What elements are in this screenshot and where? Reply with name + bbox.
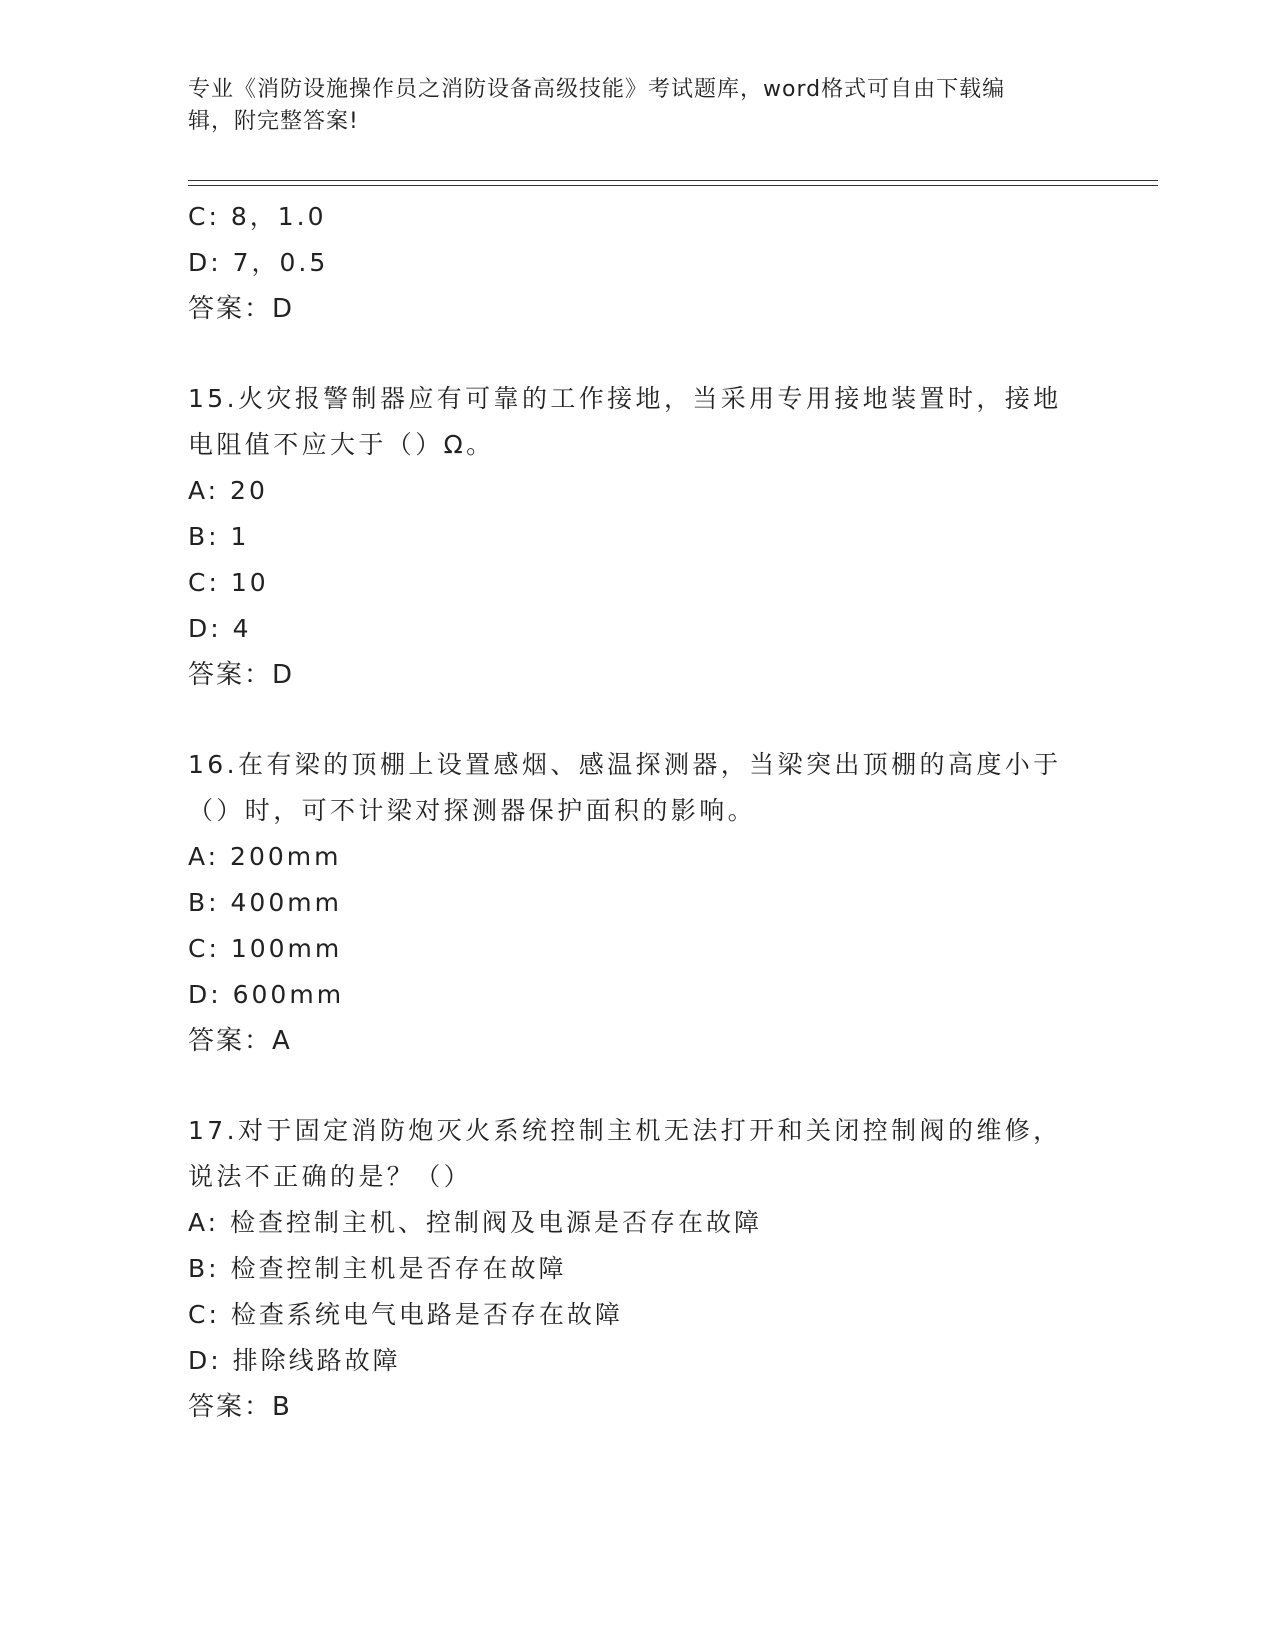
previous-question-tail <box>188 194 1088 332</box>
answer-line: 答案：A <box>188 1026 292 1056</box>
option-c: C: 10 <box>188 568 269 597</box>
question-15 <box>188 376 1088 698</box>
option-d: D: 排除线路故障 <box>188 1346 401 1375</box>
answer-line: 答案：B <box>188 1392 292 1422</box>
question-text-line-1: 15.火灾报警制器应有可靠的工作接地，当采用专用接地装置时，接地 <box>188 384 1062 413</box>
option-b: B: 检查控制主机是否存在故障 <box>188 1254 567 1283</box>
question-16 <box>188 742 1088 1064</box>
question-text-line-2: 电阻值不应大于（）Ω。 <box>188 430 495 459</box>
option-d: D: 4 <box>188 614 252 643</box>
header-divider-thin <box>188 185 1158 186</box>
answer-line: 答案：D <box>188 294 295 324</box>
header-divider-thick <box>188 180 1158 181</box>
question-text-line-2: （）时，可不计梁对探测器保护面积的影响。 <box>188 796 757 825</box>
option-c: C: 100mm <box>188 934 343 963</box>
option-a: A: 200mm <box>188 842 342 871</box>
document-header <box>188 74 1068 138</box>
question-text-line-1: 17.对于固定消防炮灭火系统控制主机无法打开和关闭控制阀的维修， <box>188 1116 1062 1145</box>
question-content <box>188 194 1088 1430</box>
option-a: A: 20 <box>188 476 268 505</box>
option-d: D: 7，0.5 <box>188 248 329 277</box>
header-line-2: 辑，附完整答案! <box>188 109 359 134</box>
answer-line: 答案：D <box>188 660 295 690</box>
option-b: B: 400mm <box>188 888 342 917</box>
option-c: C: 检查系统电气电路是否存在故障 <box>188 1300 623 1329</box>
question-text-line-2: 说法不正确的是？（） <box>188 1162 473 1191</box>
option-d: D: 600mm <box>188 980 345 1009</box>
option-c: C: 8，1.0 <box>188 202 327 231</box>
question-text-line-1: 16.在有梁的顶棚上设置感烟、感温探测器，当梁突出顶棚的高度小于 <box>188 750 1062 779</box>
option-a: A: 检查控制主机、控制阀及电源是否存在故障 <box>188 1208 763 1237</box>
question-17 <box>188 1108 1088 1430</box>
header-line-1: 专业《消防设施操作员之消防设备高级技能》考试题库，word格式可自由下载编 <box>188 77 1006 102</box>
option-b: B: 1 <box>188 522 250 551</box>
